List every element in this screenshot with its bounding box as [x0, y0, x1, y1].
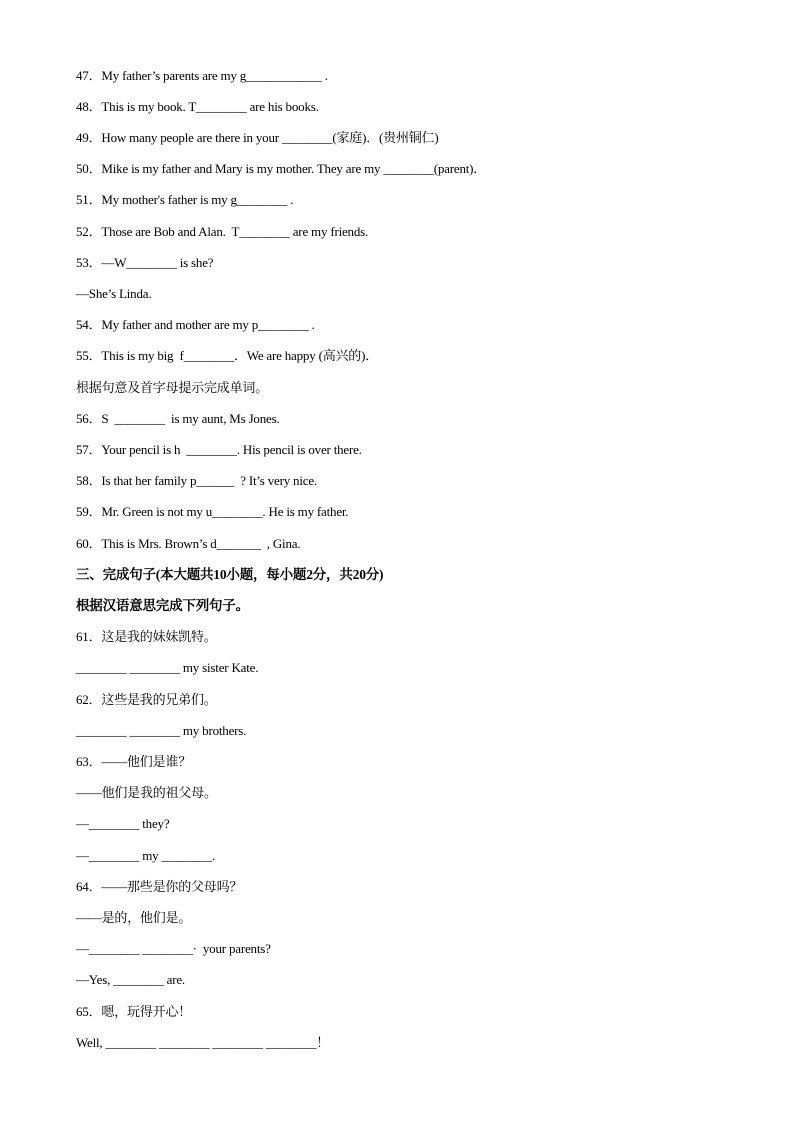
- answer-line-64b: —Yes, ________ are.: [76, 972, 185, 987]
- question-62: 62．这些是我的兄弟们。: [76, 692, 217, 707]
- answer-line-65: Well, ________ ________ ________ ________！: [76, 1035, 330, 1050]
- question-49: 49．How many people are there in your ________(家庭)．(贵州铜仁): [76, 130, 439, 145]
- question-52: 52．Those are Bob and Alan. T________ are my friends.: [76, 224, 369, 239]
- question-56: 56．S ________ is my aunt, Ms Jones.: [76, 411, 280, 426]
- answer-line-62: ________ ________ my brothers.: [76, 723, 247, 738]
- question-65: 65．嗯，玩得开心！: [76, 1004, 192, 1019]
- question-63: 63．——他们是谁？: [76, 754, 192, 769]
- answer-line-64a: —________ ________· your parents?: [76, 941, 271, 956]
- question-57: 57．Your pencil is h ________. His pencil is over there.: [76, 442, 362, 457]
- question-51: 51．My mother's father is my g________ .: [76, 192, 294, 207]
- question-55: 55．This is my big f________．We are happy (高兴的)．: [76, 348, 379, 363]
- answer-line-63b: —________ my ________.: [76, 848, 215, 863]
- question-64: 64．——那些是你的父母吗？: [76, 879, 243, 894]
- question-63-reply: ——他们是我的祖父母。: [76, 785, 217, 800]
- section-heading: 三、完成句子(本大题共10小题，每小题2分，共20分): [76, 567, 384, 582]
- instruction-initial-letter: 根据句意及首字母提示完成单词。: [76, 380, 269, 395]
- answer-line-61: ________ ________ my sister Kate.: [76, 660, 259, 675]
- question-48: 48．This is my book. T________ are his books.: [76, 99, 319, 114]
- question-61: 61．这是我的妹妹凯特。: [76, 629, 217, 644]
- answer-line-53: —She’s Linda.: [76, 286, 152, 301]
- question-54: 54．My father and mother are my p________ .: [76, 317, 315, 332]
- question-50: 50．Mike is my father and Mary is my mother. They are my ________(parent)．: [76, 161, 487, 176]
- question-47: 47．My father’s parents are my g____________ .: [76, 68, 328, 83]
- question-60: 60．This is Mrs. Brown’s d_______ , Gina.: [76, 536, 301, 551]
- question-59: 59．Mr. Green is not my u________. He is my father.: [76, 504, 349, 519]
- question-64-reply: ——是的，他们是。: [76, 910, 192, 925]
- question-58: 58．Is that her family p______ ? It’s very nice.: [76, 473, 317, 488]
- section-instruction: 根据汉语意思完成下列句子。: [76, 598, 249, 613]
- answer-line-63a: —________ they?: [76, 816, 170, 831]
- question-53: 53．—W________ is she?: [76, 255, 214, 270]
